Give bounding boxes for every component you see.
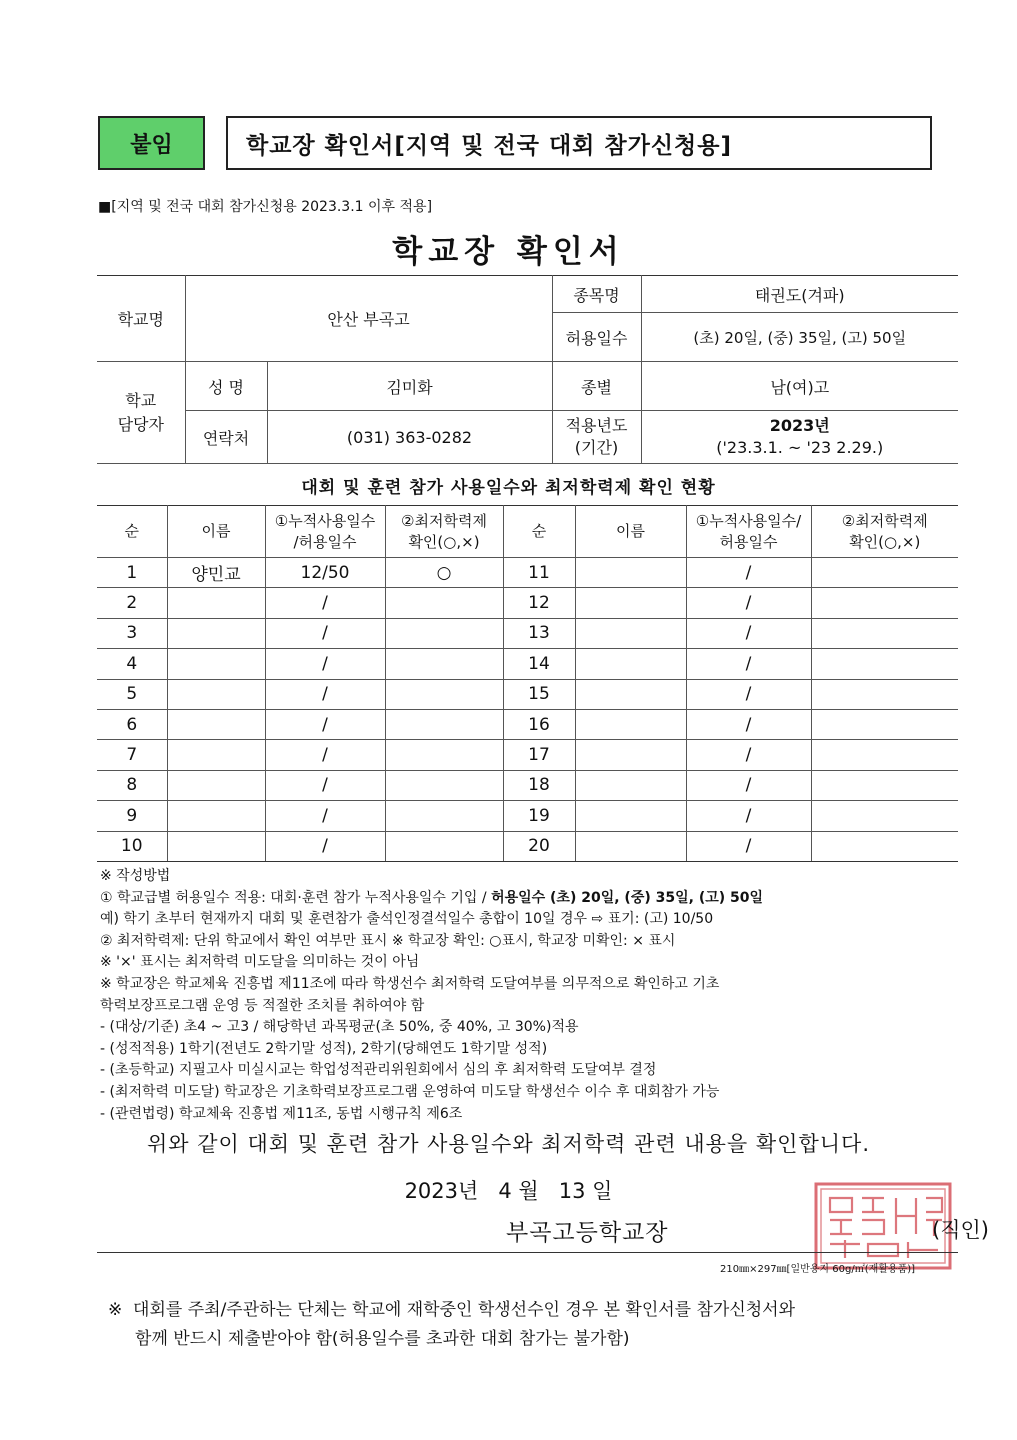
date-day-unit: 일 — [592, 1179, 613, 1203]
row-name — [575, 801, 686, 831]
row-number: 2 — [97, 588, 167, 618]
col-days-left: ①누적사용일수 /허용일수 — [265, 506, 385, 558]
year-value: 2023년 — [769, 416, 830, 436]
row-number: 19 — [503, 801, 575, 831]
row-name: 양민교 — [167, 558, 265, 588]
allow-label: 허용일수 — [552, 313, 641, 362]
row-name — [167, 801, 265, 831]
row-name — [167, 770, 265, 800]
col-check-left: ②최저학력제 확인(○,×) — [385, 506, 503, 558]
row-number: 6 — [97, 709, 167, 739]
name-label: 성 명 — [185, 362, 267, 411]
instruction-2-note-c: 학력보장프로그램 운영 등 적절한 조치를 취하여야 함 — [100, 997, 425, 1014]
year-period: ('23.3.1. ~ '23 2.29.) — [716, 438, 884, 457]
detail-3: - (초등학교) 지필고사 미실시교는 학업성적관리위원회에서 심의 후 최저학력 도달여부 결정 — [100, 1062, 657, 1079]
row-days: / — [265, 801, 385, 831]
row-number: 13 — [503, 618, 575, 648]
table-row — [97, 558, 958, 588]
row-check — [811, 709, 958, 739]
row-name — [167, 679, 265, 709]
divider — [97, 1252, 958, 1253]
row-check — [385, 740, 503, 770]
year-cell — [641, 411, 958, 464]
row-check — [811, 679, 958, 709]
footer-notice — [108, 1296, 795, 1354]
table-row — [97, 801, 958, 831]
row-check — [385, 679, 503, 709]
row-days: / — [686, 679, 811, 709]
instructions-heading: ※ 작성방법 — [100, 868, 171, 884]
header-title: 학교장 확인서[지역 및 전국 대회 참가신청용] — [226, 116, 932, 170]
year-label: 적용년도 (기간) — [552, 411, 641, 464]
row-name — [575, 649, 686, 679]
row-check — [811, 558, 958, 588]
row-check — [811, 801, 958, 831]
row-check — [385, 801, 503, 831]
sport-label: 종목명 — [552, 276, 641, 313]
row-check — [385, 709, 503, 739]
row-days: / — [265, 770, 385, 800]
row-name — [167, 831, 265, 861]
row-days: / — [265, 740, 385, 770]
row-number: 15 — [503, 679, 575, 709]
table-row — [97, 831, 958, 861]
row-days: / — [686, 618, 811, 648]
row-days: / — [265, 618, 385, 648]
info-table — [97, 275, 958, 464]
instruction-2-note-b: ※ 학교장은 학교체육 진흥법 제11조에 따라 학생선수 최저학력 도달여부를 의무적으로 확인하고 기초 — [100, 975, 720, 992]
row-number: 14 — [503, 649, 575, 679]
participation-table — [97, 505, 958, 862]
detail-1: - (대상/기준) 초4 ~ 고3 / 해당학년 과목평균(초 50%, 중 40%, 고 30%)적용 — [100, 1019, 579, 1036]
date-month: 4 — [498, 1179, 512, 1203]
col-no-left: 순 — [97, 506, 167, 558]
date-year: 2023년 — [404, 1179, 479, 1203]
row-days: / — [686, 770, 811, 800]
footer-line-1: ※ 대회를 주최/주관하는 단체는 학교에 재학중인 학생선수인 경우 본 확인서를 참가신청서와 — [108, 1300, 796, 1320]
row-check — [385, 831, 503, 861]
row-name — [167, 588, 265, 618]
row-number: 5 — [97, 679, 167, 709]
row-check — [385, 588, 503, 618]
signer-title: 부곡고등학교장 — [506, 1220, 669, 1246]
table-row — [97, 679, 958, 709]
instruction-2-note-a: ※ '×' 표시는 최저학력 미도달을 의미하는 것이 아님 — [100, 954, 420, 971]
row-days: 12/50 — [265, 558, 385, 588]
school-value: 안산 부곡고 — [185, 276, 552, 362]
gender-value: 남(여)고 — [641, 362, 958, 411]
name-value: 김미화 — [267, 362, 552, 411]
section-title: 대회 및 훈련 참가 사용일수와 최저학력제 확인 현황 — [301, 478, 716, 498]
date-day: 13 — [558, 1179, 586, 1203]
document-title: 학교장 확인서 — [392, 234, 625, 270]
row-check — [385, 618, 503, 648]
row-check — [811, 618, 958, 648]
row-name — [167, 649, 265, 679]
row-days: / — [686, 558, 811, 588]
row-number: 4 — [97, 649, 167, 679]
row-name — [167, 709, 265, 739]
row-number: 18 — [503, 770, 575, 800]
col-name-left: 이름 — [167, 506, 265, 558]
table-row — [97, 740, 958, 770]
row-days: / — [686, 588, 811, 618]
row-number: 20 — [503, 831, 575, 861]
row-name — [167, 740, 265, 770]
row-number: 1 — [97, 558, 167, 588]
row-days: / — [686, 801, 811, 831]
row-check — [385, 770, 503, 800]
row-number: 7 — [97, 740, 167, 770]
confirm-statement: 위와 같이 대회 및 훈련 참가 사용일수와 최저학력 관련 내용을 확인합니다. — [146, 1132, 870, 1156]
row-number: 10 — [97, 831, 167, 861]
instruction-1-example: 예) 학기 초부터 현재까지 대회 및 훈련참가 출석인정결석일수 총합이 10일 경우 ⇨ 표기: (고) 10/50 — [100, 911, 714, 928]
row-check — [385, 649, 503, 679]
row-number: 12 — [503, 588, 575, 618]
row-days: / — [686, 709, 811, 739]
row-name — [575, 740, 686, 770]
instruction-1 — [100, 888, 970, 910]
table-row — [97, 618, 958, 648]
row-name — [575, 770, 686, 800]
footer-line-2: 함께 반드시 제출받아야 함(허용일수를 초과한 대회 참가는 불가함) — [108, 1329, 630, 1349]
row-check — [811, 588, 958, 618]
row-check — [811, 831, 958, 861]
row-name — [575, 831, 686, 861]
col-days-right: ①누적사용일수/ 허용일수 — [686, 506, 811, 558]
row-number: 16 — [503, 709, 575, 739]
paper-spec: 210㎜×297㎜[일반용지 60g/㎡(재활용품)] — [720, 1264, 916, 1275]
row-number: 11 — [503, 558, 575, 588]
row-check: ○ — [385, 558, 503, 588]
row-days: / — [686, 649, 811, 679]
row-number: 17 — [503, 740, 575, 770]
instruction-1-bold: 허용일수 (초) 20일, (중) 35일, (고) 50일 — [491, 889, 764, 906]
row-check — [811, 740, 958, 770]
row-name — [575, 588, 686, 618]
row-days: / — [265, 649, 385, 679]
row-name — [575, 679, 686, 709]
row-days: / — [265, 831, 385, 861]
official-seal-mark: (직인) — [932, 1218, 989, 1242]
instruction-2: ② 최저학력제: 단위 학교에서 확인 여부만 표시 ※ 학교장 확인: ○표시, 학교장 미확인: × 표시 — [100, 932, 676, 949]
row-days: / — [686, 740, 811, 770]
col-check-right: ②최저학력제 확인(○,×) — [811, 506, 958, 558]
col-no-right: 순 — [503, 506, 575, 558]
row-check — [811, 770, 958, 800]
row-days: / — [265, 709, 385, 739]
table-row — [97, 770, 958, 800]
attachment-badge: 붙임 — [98, 116, 205, 170]
date-month-unit: 월 — [518, 1179, 539, 1203]
row-number: 3 — [97, 618, 167, 648]
detail-2: - (성적적용) 1학기(전년도 2학기말 성적), 2학기(당해연도 1학기말 성적) — [100, 1040, 548, 1057]
row-number: 9 — [97, 801, 167, 831]
row-days: / — [265, 588, 385, 618]
table-row — [97, 588, 958, 618]
school-label: 학교명 — [97, 276, 185, 362]
row-name — [575, 709, 686, 739]
table-row — [97, 649, 958, 679]
contact-label: 연락처 — [185, 411, 267, 464]
row-days: / — [686, 831, 811, 861]
detail-4: - (최저학력 미도달) 학교장은 기초학력보장프로그램 운영하여 미도달 학생선수 이수 후 대회참가 가능 — [100, 1083, 720, 1100]
gender-label: 종별 — [552, 362, 641, 411]
instructions — [100, 866, 970, 1125]
table-row — [97, 709, 958, 739]
col-name-right: 이름 — [575, 506, 686, 558]
instruction-1-text: ① 학교급별 허용일수 적용: 대회·훈련 참가 누적사용일수 기입 / — [100, 889, 492, 906]
sub-note: ■[지역 및 전국 대회 참가신청용 2023.3.1 이후 적용] — [98, 199, 433, 215]
row-number: 8 — [97, 770, 167, 800]
detail-5: - (관련법령) 학교체육 진흥법 제11조, 동법 시행규칙 제6조 — [100, 1105, 463, 1122]
row-name — [575, 618, 686, 648]
row-check — [811, 649, 958, 679]
allow-value: (초) 20일, (중) 35일, (고) 50일 — [641, 313, 958, 362]
manager-label: 학교 담당자 — [97, 362, 185, 464]
sport-value: 태권도(겨파) — [641, 276, 958, 313]
row-days: / — [265, 679, 385, 709]
contact-value: (031) 363-0282 — [267, 411, 552, 464]
row-name — [167, 618, 265, 648]
row-name — [575, 558, 686, 588]
